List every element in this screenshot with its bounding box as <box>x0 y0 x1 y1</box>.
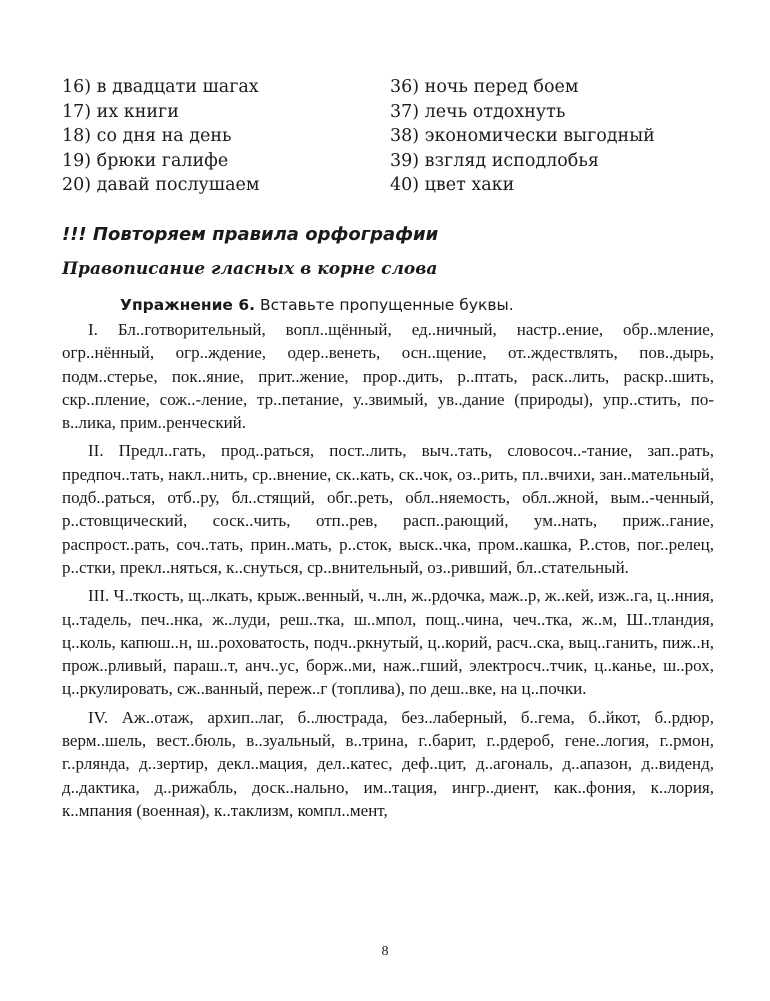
exercise-paragraph-1: I. Бл..готворительный, вопл..щённый, ед..ничный, настр..ение, обр..мление, огр..нённый, огр..ждение, одер..венеть, осн..щение, от..ждествлять, пов..дырь, подм..стерье, пок..яние, прит..жение, прор..дить, р..птать, раск..лить, раскр..шить, скр..пление, сож..-ление, тр..петание, у..звимый, ув..дание (природы), упр..стить, по-в..лика, прим..ренческий. <box>62 320 714 433</box>
section-title: !!! Повторяем правила орфографии <box>62 224 439 245</box>
phrase-list-left-column <box>62 75 390 198</box>
phrase-list <box>62 75 722 198</box>
list-item: 38) экономически выгодный <box>390 126 655 146</box>
subsection-title: Правописание гласных в корне слова <box>62 259 438 279</box>
phrase-list-right-column <box>390 75 720 198</box>
exercise-paragraph-4: IV. Аж..отаж, архип..лаг, б..люстрада, без..лаберный, б..гема, б..йкот, б..рдюр, верм..шель, вест..бюль, в..зуальный, в..трина, г..барит, г..рдероб, гене..логия, г..рмон, г..рлянда, д..зертир, декл..мация, дел..катес, деф..цит, д..агональ, д..апазон, д..виденд, д..дактика, д..рижабль, доск..нально, им..тация, ингр..диент, как..фония, к..лория, к..мпания (военная), к..таклизм, компл..мент, <box>62 707 714 820</box>
list-item: 17) их книги <box>62 101 179 122</box>
list-item: 20) давай послушаем <box>62 175 260 195</box>
list-item: 40) цвет хаки <box>390 175 515 195</box>
exercise-label: Упражнение 6. <box>120 296 256 314</box>
list-item: 39) взгляд исподлобья <box>390 150 599 171</box>
exercise-paragraph-2: II. Предл..гать, прод..раться, пост..лить, выч..тать, словосоч..-тание, зап..рать, предпоч..тать, накл..нить, ср..внение, ск..кать, ск..чок, оз..рить, пл..вчихи, зан..мательный, подб..раться, отб..ру, бл..стящий, обг..реть, обл..няемость, обл..жной, вым..-ченный, р..стовщический, соск..чить, отп..рев, расп..рающий, ум..нать, приж..гание, распрост..рать, соч..тать, прин..мать, р..сток, выск..чка, пром..кашка, Р..стов, пог..релец, р..стки, прекл..няться, к..снуться, ср..внительный, оз..ривший, бл..стательный. <box>62 441 714 577</box>
list-item: 18) со дня на день <box>62 126 232 146</box>
exercise-body <box>62 318 714 827</box>
exercise-instruction: Вставьте пропущенные буквы. <box>255 296 514 314</box>
list-item: 16) в двадцати шагах <box>62 77 259 97</box>
exercise-paragraph-3: III. Ч..ткость, щ..лкать, крыж..венный, ч..лн, ж..рдочка, маж..р, ж..кей, изж..га, ц..нния, ц..тадель, печ..нка, ж..луди, реш..тка, ш..мпол, пощ..чина, чеч..тка, ж..м, Ш..тландия, ц..коль, капюш..н, ш..роховатость, подч..ркнутый, ц..корий, расч..ска, выц..ганить, пиж..н, прож..рливый, параш..т, анч..ус, борж..ми, наж..гший, электросч..тчик, ц..канье, ш..рох, ц..ркулировать, сж..ванный, переж..г (топлива), по деш..вке, на ц..почки. <box>62 586 714 699</box>
list-item: 36) ночь перед боем <box>390 77 579 97</box>
exercise-heading <box>120 296 514 314</box>
list-item: 19) брюки галифе <box>62 150 229 171</box>
page-number: 8 <box>381 944 389 959</box>
list-item: 37) лечь отдохнуть <box>390 101 566 122</box>
